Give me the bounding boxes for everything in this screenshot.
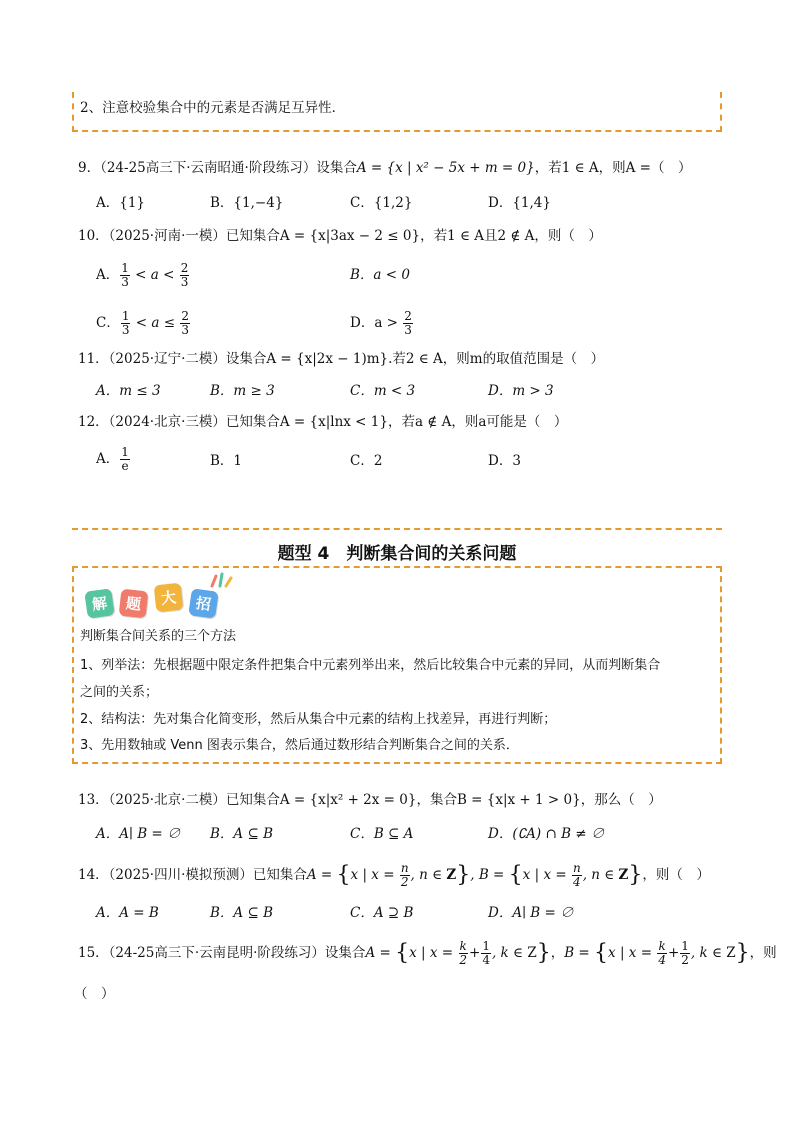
q9-option-c[interactable]: C．{1,2}: [350, 195, 413, 211]
q10-option-c[interactable]: C． $\frac{1}{3}$ < a ≤ $\frac{2}{3}$: [96, 309, 189, 337]
q12-option-c[interactable]: C．2: [350, 453, 383, 469]
question-9-stem: 9．（24-25高三下·云南昭通·阶段练习）设集合A = {x | x² − 5x + m = 0}，若1 ∈ A，则A =（ ）: [78, 160, 692, 176]
q9-option-d[interactable]: D．{1,4}: [488, 195, 551, 211]
q14-option-d[interactable]: D．A∣ B = ∅: [488, 905, 574, 921]
method-line-3: 3、先用数轴或 Venn 图表示集合，然后通过数形结合判断集合之间的关系．: [80, 738, 519, 753]
badge-tile-4: 招: [188, 588, 218, 618]
method-line-1a: 1、列举法：先根据题中限定条件把集合中元素列举出来，然后比较集合中元素的异同，从而判断集合: [80, 658, 661, 673]
q14-option-b[interactable]: B．A ⊆ B: [210, 905, 273, 921]
q10-option-b[interactable]: B．a < 0: [350, 267, 410, 283]
badge-tile-1: 解: [84, 588, 114, 618]
q14-option-a[interactable]: A．A = B: [96, 905, 159, 921]
q10-option-d[interactable]: D．a > $\frac{2}{3}$: [350, 309, 412, 337]
question-15-line-2: （ ）: [74, 986, 115, 1002]
q11-option-a[interactable]: A．m ≤ 3: [96, 383, 161, 399]
method-heading: 判断集合间关系的三个方法: [80, 629, 237, 644]
question-15-stem: 15．（24-25高三下·云南昆明·阶段练习）设集合A = {x | x = $\frac{k}{2}$ + $\frac{1}{4}$ , k ∈ Z}，B = {x | x = $\frac{k}{4}$ + $\frac{1}{2}$ , k ∈ Z}，则: [78, 939, 777, 967]
badge-tile-2: 题: [119, 589, 149, 619]
q13-option-c[interactable]: C．B ⊆ A: [350, 826, 414, 842]
section-title: 题型 4 判断集合间的关系问题: [277, 544, 517, 564]
q10-option-a[interactable]: A． $\frac{1}{3}$ < a < $\frac{2}{3}$: [96, 261, 189, 289]
q9-option-a[interactable]: A．{1}: [96, 195, 146, 211]
top-note-text: 2、注意校验集合中的元素是否满足互异性．: [80, 100, 346, 116]
q11-option-c[interactable]: C．m < 3: [350, 383, 416, 399]
question-12-stem: 12．（2024·北京·三模）已知集合A = {x|lnx < 1}，若a ∉ A，则a可能是（ ）: [78, 414, 568, 430]
question-13-stem: 13．（2025·北京·二模）已知集合A = {x|x² + 2x = 0}，集合B = {x|x + 1 > 0}，那么（ ）: [78, 792, 662, 808]
q11-option-d[interactable]: D．m > 3: [488, 383, 554, 399]
question-10-stem: 10．（2025·河南·一模）已知集合A = {x|3ax − 2 ≤ 0}，若1 ∈ A且2 ∉ A，则（ ）: [78, 228, 602, 244]
question-14-stem: 14．（2025·四川·模拟预测）已知集合A = {x | x = $\frac{n}{2}$ , n ∈ Z}, B = {x | x = $\frac{n}{4}$ , n ∈ Z}，则（ ）: [78, 861, 710, 889]
section-divider: [72, 528, 722, 530]
badge-tile-3: 大: [154, 583, 184, 613]
q11-option-b[interactable]: B．m ≥ 3: [210, 383, 275, 399]
q12-option-d[interactable]: D．3: [488, 453, 521, 469]
q13-option-d[interactable]: D．(∁A) ∩ B ≠ ∅: [488, 826, 605, 842]
q12-option-b[interactable]: B．1: [210, 453, 243, 469]
q12-option-a[interactable]: A． $\frac{1}{e}$: [96, 445, 129, 473]
q13-option-b[interactable]: B．A ⊆ B: [210, 826, 273, 842]
method-line-2: 2、结构法：先对集合化简变形，然后从集合中元素的结构上找差异，再进行判断；: [80, 712, 557, 727]
method-line-1b: 之间的关系；: [80, 685, 159, 700]
q14-option-c[interactable]: C．A ⊇ B: [350, 905, 414, 921]
q9-option-b[interactable]: B．{1,−4}: [210, 195, 284, 211]
sparkle-icon: [208, 572, 234, 590]
question-11-stem: 11．（2025·辽宁·二模）设集合A = {x|2x − 1)m}.若2 ∈ A，则m的取值范围是（ ）: [78, 351, 605, 367]
q13-option-a[interactable]: A．A∣ B = ∅: [96, 826, 181, 842]
